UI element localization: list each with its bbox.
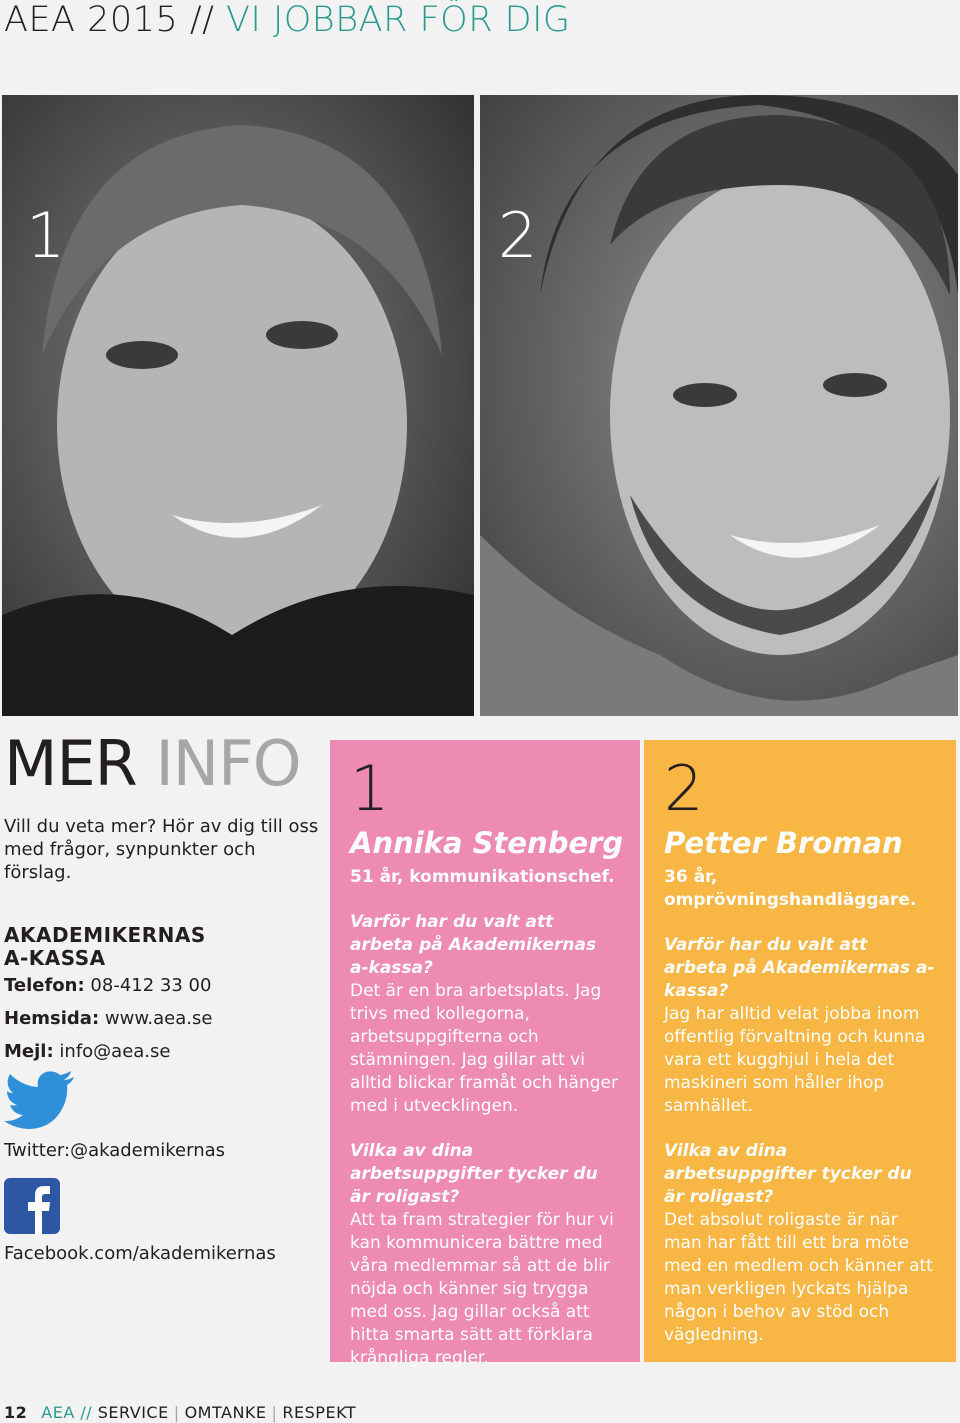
card-question-2: Vilka av dina arbetsuppgifter tycker du är roligast? [664, 1141, 912, 1207]
web-line [4, 1007, 324, 1030]
footer-word-omtanke: OMTANKE [184, 1403, 267, 1422]
card-name: Annika Stenberg [350, 826, 624, 860]
contact-column [4, 815, 324, 1265]
card-role: 51 år, kommunikationschef. [350, 867, 615, 887]
photo-number: 1 [26, 199, 66, 272]
footer-word-respekt: RESPEKT [282, 1403, 357, 1422]
web-link[interactable]: www.aea.se [104, 1008, 213, 1029]
page-header [4, 0, 571, 40]
card-number: 1 [350, 752, 390, 825]
intro-text: Vill du veta mer? Hör av dig till oss med frågor, synpunkter och förslag. [4, 816, 319, 883]
card-question-1: Varför har du valt att arbeta på Akademikernas a-kassa? [664, 935, 935, 1001]
page-footer [4, 1403, 356, 1423]
profile-card-petter [644, 740, 956, 1362]
footer-word-service: SERVICE [97, 1403, 169, 1422]
mer-info-title-dark: MER [4, 727, 137, 800]
photo-petter [480, 95, 958, 716]
org-name-line1: AKADEMIKERNAS [4, 923, 206, 947]
card-answer-1: Det är en bra arbetsplats. Jag trivs med kollegorna, arbetsuppgifterna och stämningen. Jag gillar att vi alltid blickar framåt och hänger med i utvecklingen. [350, 981, 618, 1116]
card-role: 36 år, omprövningshandläggare. [664, 867, 917, 910]
photo-annika [2, 95, 474, 716]
twitter-handle[interactable]: Twitter:@akademikernas [4, 1140, 226, 1161]
footer-separator: | [173, 1403, 180, 1422]
mail-link[interactable]: info@aea.se [59, 1041, 171, 1062]
card-answer-2: Att ta fram strategier för hur vi kan kommunicera bättre med våra medlemmar så att de blir nöjda och känner sig trygga med oss. Jag gillar också att hitta smarta sätt att förklara krångliga regler. [350, 1210, 614, 1368]
mer-info-title-light: INFO [155, 727, 301, 800]
facebook-link[interactable]: Facebook.com/akademikernas [4, 1243, 276, 1264]
portrait-man-image [480, 95, 958, 716]
mer-info-title [4, 728, 301, 800]
portrait-woman-image [2, 95, 474, 716]
card-question-1: Varför har du valt att arbeta på Akademikernas a-kassa? [350, 912, 597, 978]
profile-card-annika [330, 740, 640, 1368]
footer-separator: | [271, 1403, 278, 1422]
card-answer-2: Det absolut roligaste är när man har fått till ett bra möte med en medlem och känner att man verkligen lyckats hjälpa någon i behov av stöd och vägledning. [664, 1210, 933, 1345]
header-prefix: AEA 2015 // [4, 0, 227, 40]
footer-brand: AEA // [41, 1403, 93, 1422]
twitter-bird-icon[interactable] [4, 1071, 324, 1137]
card-name: Petter Broman [664, 826, 903, 860]
page-number: 12 [4, 1403, 28, 1422]
mail-label: Mejl: [4, 1041, 54, 1062]
card-answer-1: Jag har alltid velat jobba inom offentlig förvaltning och kunna vara ett kugghjul i hela det maskineri som håller ihop samhället. [664, 1004, 926, 1116]
header-highlight: VI JOBBAR FÖR DIG [226, 0, 571, 40]
photo-number: 2 [498, 199, 538, 272]
facebook-icon[interactable] [4, 1178, 324, 1240]
web-label: Hemsida: [4, 1008, 100, 1029]
phone-value[interactable]: 08-412 33 00 [90, 975, 212, 996]
phone-label: Telefon: [4, 975, 85, 996]
card-number: 2 [664, 752, 704, 825]
org-name-line2: A-KASSA [4, 946, 106, 970]
card-question-2: Vilka av dina arbetsuppgifter tycker du är roligast? [350, 1141, 598, 1207]
phone-line [4, 974, 324, 997]
mail-line [4, 1040, 324, 1063]
